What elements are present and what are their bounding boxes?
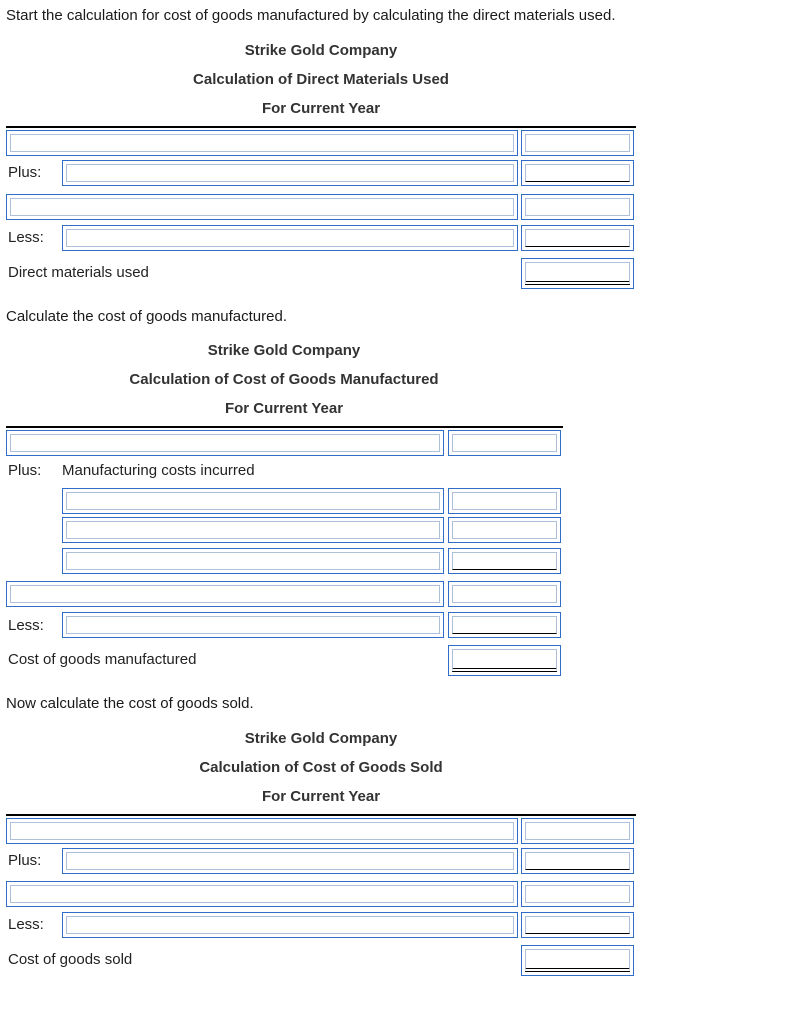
statement-period: For Current Year xyxy=(224,400,344,417)
cogm-line1-label-input[interactable] xyxy=(6,430,444,456)
cogm-line1-amount-input[interactable] xyxy=(448,430,561,456)
dm-line1-amount-input[interactable] xyxy=(521,130,634,156)
cogm-mfg1-label-input[interactable] xyxy=(62,488,444,514)
dm-line2-amount-input[interactable] xyxy=(521,160,634,186)
statement-title: Calculation of Cost of Goods Sold xyxy=(199,759,443,776)
dm-line4-amount-input[interactable] xyxy=(521,225,634,251)
instruction-cogs: Now calculate the cost of goods sold. xyxy=(6,695,254,712)
header-rule xyxy=(6,426,563,428)
dm-total-amount-input[interactable] xyxy=(521,258,634,289)
statement-title: Calculation of Cost of Goods Manufactured xyxy=(129,371,439,388)
cogs-line3-amount-input[interactable] xyxy=(521,881,634,907)
dm-line4-label-input[interactable] xyxy=(62,225,518,251)
manufacturing-costs-label: Manufacturing costs incurred xyxy=(62,462,255,479)
total-label: Cost of goods sold xyxy=(8,951,133,968)
plus-label: Plus: xyxy=(8,852,42,869)
company-name: Strike Gold Company xyxy=(244,730,398,747)
dm-line3-amount-input[interactable] xyxy=(521,194,634,220)
instruction-cogm: Calculate the cost of goods manufactured. xyxy=(6,308,288,325)
cogs-line2-label-input[interactable] xyxy=(62,848,518,874)
company-name: Strike Gold Company xyxy=(207,342,361,359)
less-label: Less: xyxy=(8,229,44,246)
plus-label: Plus: xyxy=(8,462,42,479)
cogm-line6-amount-input[interactable] xyxy=(448,612,561,638)
dm-line1-label-input[interactable] xyxy=(6,130,518,156)
less-label: Less: xyxy=(8,916,44,933)
cogm-line5-label-input[interactable] xyxy=(6,581,444,607)
cogs-line4-amount-input[interactable] xyxy=(521,912,634,938)
total-label: Direct materials used xyxy=(8,264,149,281)
cogm-mfg2-label-input[interactable] xyxy=(62,517,444,543)
cogs-total-amount-input[interactable] xyxy=(521,945,634,976)
cogs-line1-label-input[interactable] xyxy=(6,818,518,844)
plus-label: Plus: xyxy=(8,164,42,181)
cogs-line3-label-input[interactable] xyxy=(6,881,518,907)
cogm-mfg1-amount-input[interactable] xyxy=(448,488,561,514)
company-name: Strike Gold Company xyxy=(244,42,398,59)
cogm-line6-label-input[interactable] xyxy=(62,612,444,638)
statement-period: For Current Year xyxy=(261,100,381,117)
total-label: Cost of goods manufactured xyxy=(8,651,197,668)
cogm-mfg2-amount-input[interactable] xyxy=(448,517,561,543)
statement-period: For Current Year xyxy=(261,788,381,805)
dm-line2-label-input[interactable] xyxy=(62,160,518,186)
cogs-line4-label-input[interactable] xyxy=(62,912,518,938)
instruction-direct-materials: Start the calculation for cost of goods manufactured by calculating the direct materials used. xyxy=(6,7,616,24)
cogs-line1-amount-input[interactable] xyxy=(521,818,634,844)
cogm-mfg3-label-input[interactable] xyxy=(62,548,444,574)
statement-title: Calculation of Direct Materials Used xyxy=(193,71,449,88)
cogm-total-amount-input[interactable] xyxy=(448,645,561,676)
header-rule xyxy=(6,126,636,128)
dm-line3-label-input[interactable] xyxy=(6,194,518,220)
cogm-mfg3-amount-input[interactable] xyxy=(448,548,561,574)
cogm-line5-amount-input[interactable] xyxy=(448,581,561,607)
header-rule xyxy=(6,814,636,816)
less-label: Less: xyxy=(8,617,44,634)
cogs-line2-amount-input[interactable] xyxy=(521,848,634,874)
